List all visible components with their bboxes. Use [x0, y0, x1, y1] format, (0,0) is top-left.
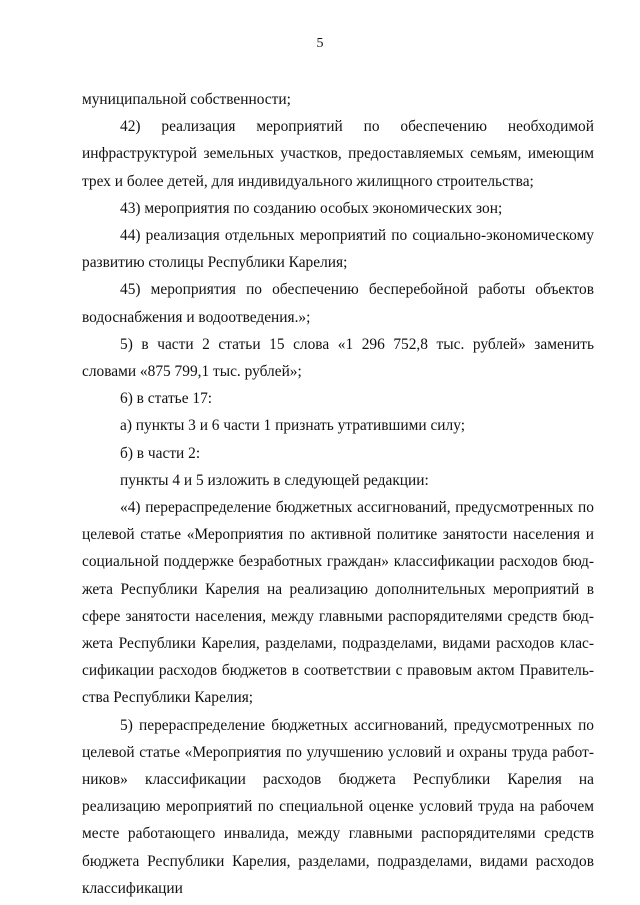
paragraph-item-45: 45) мероприятия по обеспечению бесперебойной работы объектов водоснабжения и водоотведения.»; — [82, 281, 594, 326]
paragraph-continuation: муниципальной собственности; — [82, 91, 291, 108]
paragraph-item-44: 44) реализация отдельных мероприятий по социально-экономическому развитию столицы Республики Карелия; — [82, 227, 594, 272]
document-body — [82, 86, 594, 902]
paragraph-item-42: 42) реализация мероприятий по обеспечению необходимой инфраструктурой земельных участков, предоставляемых семьям, имеющим трех и более детей, для индивидуального жилищного строительства; — [82, 118, 594, 190]
paragraph-subitem-b: б) в части 2: — [120, 444, 201, 462]
page-number: 5 — [316, 36, 324, 51]
paragraph-item-6-article-17: 6) в статье 17: — [120, 390, 213, 408]
paragraph-point-4: «4) перераспределение бюджетных ассигнований, предусмотренных по целевой статье «Мероприятия по активной политике занятости населения и социальной поддержке безработных граждан» классификации расходов бюджета Республики Карелия на реализацию дополнительных мероприятий в сфере занятости населения, между главными распорядителями средств бюджета Республики Карелия, разделами, подразделами, видами расходов классификации расходов бюджетов в соответствии с правовым актом Правительства Республики Карелия; — [82, 499, 594, 707]
paragraph-item-43: 43) мероприятия по созданию особых экономических зон; — [120, 199, 503, 217]
paragraph-points-intro: пункты 4 и 5 изложить в следующей редакции: — [120, 471, 429, 489]
paragraph-item-5-article-15: 5) в части 2 статьи 15 слова «1 296 752,8 тыс. рублей» заменить словами «875 799,1 тыс. рублей»; — [82, 335, 594, 381]
paragraph-point-5: 5) перераспределение бюджетных ассигнований, предусмотренных по целевой статье «Мероприятия по улучшению условий и охраны труда работников» классификации расходов бюджета Республики Карелия на реализацию мероприятий по специальной оценке условий труда на рабочем месте работающего инвалида, между главными распорядителями средств бюджета Республики Карелия, разделами, подразделами, видами расходов классификации — [82, 716, 594, 897]
paragraph-subitem-a: а) пункты 3 и 6 части 1 признать утратившими силу; — [120, 417, 465, 435]
